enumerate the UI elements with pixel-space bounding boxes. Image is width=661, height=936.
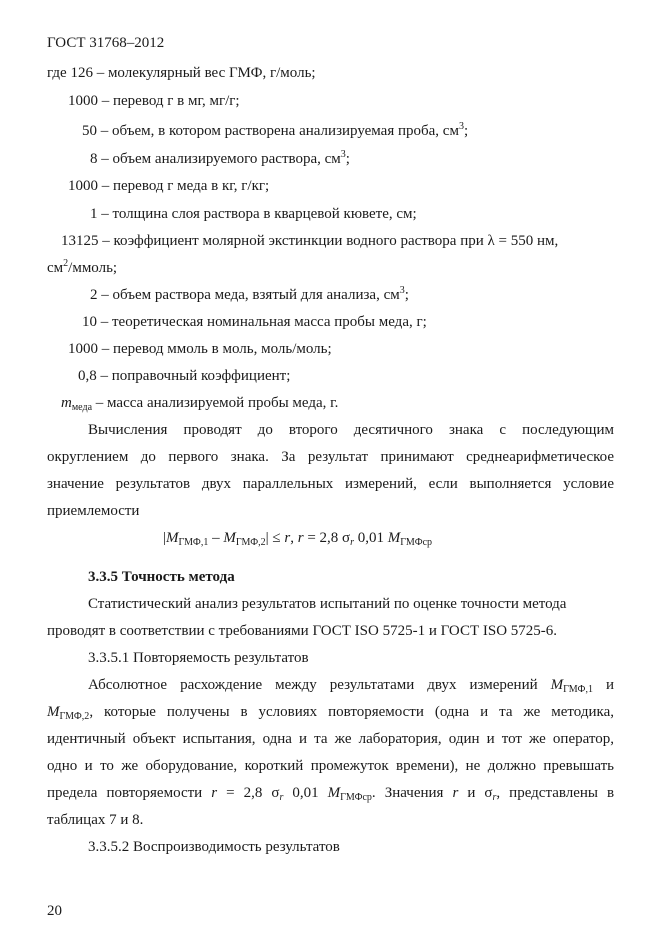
section-3-3-5-line-1: Статистический анализ результатов испытаний по оценке точности метода xyxy=(88,596,567,612)
calc-line-1: Вычисления проводят до второго десятичного знака с последующим xyxy=(88,422,614,438)
repeat-line-6: таблицах 7 и 8. xyxy=(47,812,144,828)
legend-13125-unit: $см^2$/ммоль; xyxy=(47,258,118,276)
calc-line-2: округлением до первого знака. За результат принимают среднеарифметическое xyxy=(47,449,614,465)
repeat-line-2: $M_{ГМФ,2}$, которые получены в условиях повторяемости (одна и та же методика, xyxy=(47,704,614,722)
legend-1000-kg: 1000 – перевод г меда в кг, г/кг; xyxy=(68,178,270,194)
legend-1000-mg: 1000 – перевод г в мг, мг/г; xyxy=(68,93,240,109)
section-3-3-5-line-2: проводят в соответствии с требованиями ГОСТ ISO 5725-1 и ГОСТ ISO 5725-6. xyxy=(47,623,558,639)
repeat-line-5: предела повторяемости r = 2,8 $\sigma_r$ 0,01 $M_{ГМФср}$. Значения r и $\sigma_r$, представлены в xyxy=(47,785,615,803)
section-heading-3-3-5-1: 3.3.5.1 Повторяемость результатов xyxy=(88,650,309,666)
legend-13125: 13125 – коэффициент молярной экстинкции водного раствора при λ = 550 нм, xyxy=(61,233,559,249)
page-number: 20 xyxy=(47,903,62,919)
section-heading-3-3-5: 3.3.5 Точность метода xyxy=(88,569,235,585)
acceptability-formula: $|M_{ГМФ,1} - M_{ГМФ,2}| \le r$, r = 2,8 $\sigma_r$ 0,01 $M_{ГМФср}$ xyxy=(163,530,433,548)
legend-1000-mol: 1000 – перевод ммоль в моль, моль/моль; xyxy=(68,341,332,357)
legend-2: 2 – объем раствора меда, взятый для анализа, $см^3$; xyxy=(90,285,409,303)
repeat-line-3: идентичный объект испытания, одна и та же лаборатория, один и тот же оператор, xyxy=(47,731,614,747)
repeat-line-1: Абсолютное расхождение между результатами двух измерений $M_{ГМФ,1}$ и xyxy=(88,677,614,695)
legend-50: 50 – объем, в котором растворена анализируемая проба, $см^3$; xyxy=(82,121,469,139)
legend-8: 8 – объем анализируемого раствора, $см^3$; xyxy=(90,149,350,167)
legend-0-8: 0,8 – поправочный коэффициент; xyxy=(78,368,291,384)
repeat-line-4: одно и то же оборудование, короткий промежуток времени), не должно превышать xyxy=(47,758,614,774)
calc-line-3: значение результатов двух параллельных измерений, если выполняется условие xyxy=(47,476,614,492)
legend-intro: где 126 – молекулярный вес ГМФ, г/моль; xyxy=(47,65,316,81)
section-heading-3-3-5-2: 3.3.5.2 Воспроизводимость результатов xyxy=(88,839,340,855)
legend-1-cuvette: 1 – толщина слоя раствора в кварцевой кювете, см; xyxy=(90,206,417,222)
legend-m-honey: $m_{меда}$ – масса анализируемой пробы меда, г. xyxy=(61,395,339,413)
document-header: ГОСТ 31768–2012 xyxy=(47,35,165,51)
calc-line-4: приемлемости xyxy=(47,503,140,519)
legend-10: 10 – теоретическая номинальная масса пробы меда, г; xyxy=(82,314,427,330)
